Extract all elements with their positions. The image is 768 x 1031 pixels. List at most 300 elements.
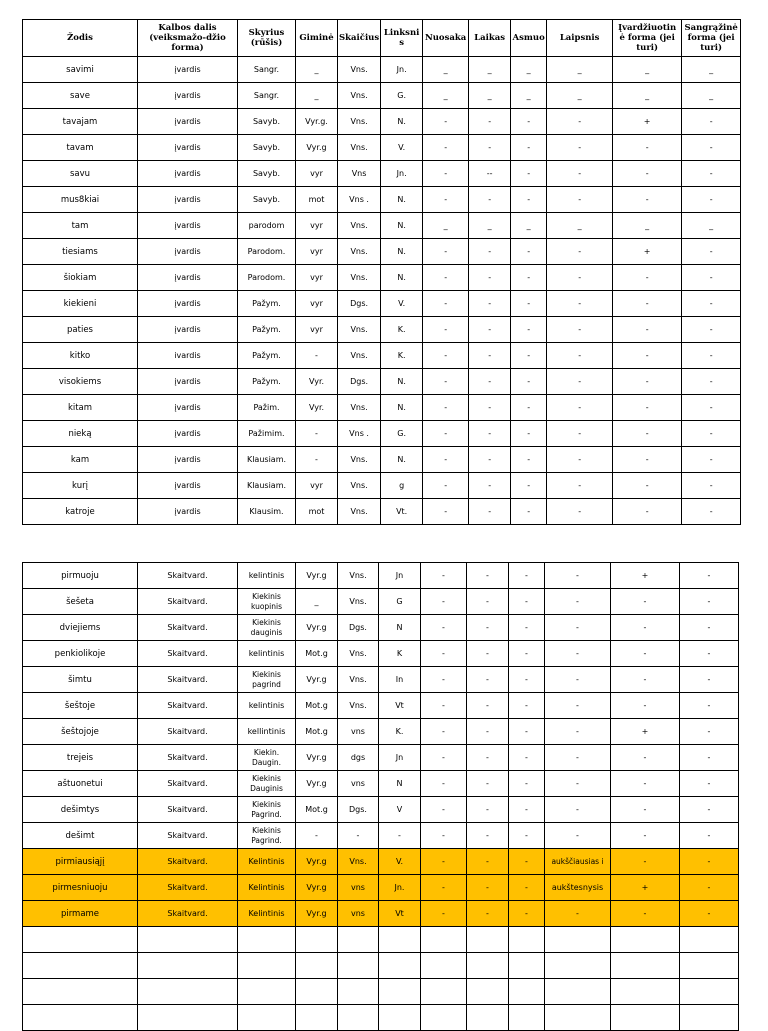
table-cell: vns	[338, 901, 379, 927]
table-cell: -	[509, 615, 545, 641]
empty-cell	[379, 927, 421, 953]
table-cell: +	[613, 109, 682, 135]
table-cell: _	[511, 213, 547, 239]
table-cell: -	[545, 667, 611, 693]
word-cell: tam	[23, 213, 138, 239]
empty-cell	[338, 927, 379, 953]
table-cell: -	[467, 849, 509, 875]
table-row	[23, 499, 741, 525]
table-cell: -	[469, 473, 511, 499]
table-cell: Vns.	[338, 317, 381, 343]
table-cell: -	[469, 265, 511, 291]
table-cell: Savyb.	[238, 109, 296, 135]
empty-cell	[467, 953, 509, 979]
table-cell: -	[423, 369, 469, 395]
table-cell: Vns.	[338, 849, 379, 875]
table-cell: Skaitvard.	[138, 563, 238, 589]
table-cell: -	[682, 109, 741, 135]
table-cell: _	[296, 589, 338, 615]
word-cell: tavam	[23, 135, 138, 161]
table-cell: -	[613, 395, 682, 421]
table-cell: Jn.	[381, 161, 423, 187]
table-cell: Vyr.g	[296, 849, 338, 875]
table-row	[23, 719, 739, 745]
table-cell: -	[547, 473, 613, 499]
table-cell: -	[545, 693, 611, 719]
table-cell: _	[613, 213, 682, 239]
empty-cell	[421, 953, 467, 979]
table-cell: N.	[381, 109, 423, 135]
table-cell: -	[545, 797, 611, 823]
word-cell: katroje	[23, 499, 138, 525]
table-cell: -	[680, 875, 739, 901]
table-cell: -	[469, 421, 511, 447]
table-cell: Pažym.	[238, 317, 296, 343]
table-cell: _	[613, 57, 682, 83]
empty-cell	[238, 979, 296, 1005]
table-cell: Dgs.	[338, 369, 381, 395]
table-cell: Pažym.	[238, 369, 296, 395]
word-cell: tavajam	[23, 109, 138, 135]
table-cell: _	[423, 83, 469, 109]
table-row	[23, 589, 739, 615]
table-cell: Mot.g	[296, 693, 338, 719]
table-cell: Vns.	[338, 57, 381, 83]
table-cell: -	[509, 823, 545, 849]
table-cell: Mot.g	[296, 797, 338, 823]
table-cell: -	[611, 823, 680, 849]
table-cell: -	[423, 109, 469, 135]
table-cell: +	[611, 563, 680, 589]
empty-cell	[379, 979, 421, 1005]
table-cell: -	[509, 589, 545, 615]
table-cell: vyr	[296, 213, 338, 239]
table-cell: -	[613, 161, 682, 187]
table-cell: -	[613, 369, 682, 395]
table-cell: Skaitvard.	[138, 849, 238, 875]
table-cell: -	[613, 499, 682, 525]
table-cell: Kiekinis kuopinis	[238, 589, 296, 615]
table-row	[23, 745, 739, 771]
table-cell: g	[381, 473, 423, 499]
table-cell: vyr	[296, 317, 338, 343]
word-cell: pirmesniuoju	[23, 875, 138, 901]
empty-row	[23, 927, 739, 953]
table-cell: -	[296, 823, 338, 849]
table-cell: Vyr.g	[296, 745, 338, 771]
empty-row	[23, 979, 739, 1005]
table-cell: -	[423, 135, 469, 161]
empty-cell	[138, 1005, 238, 1031]
empty-cell	[545, 927, 611, 953]
table-cell: kelintinis	[238, 641, 296, 667]
word-cell: penkiolikoje	[23, 641, 138, 667]
table-cell: -	[423, 395, 469, 421]
table-cell: Vns.	[338, 499, 381, 525]
table-cell: -	[421, 849, 467, 875]
table-cell: -	[611, 667, 680, 693]
table-row	[23, 667, 739, 693]
table-cell: Skaitvard.	[138, 641, 238, 667]
table-cell: -	[545, 589, 611, 615]
table-cell: -	[423, 343, 469, 369]
table-cell: Skaitvard.	[138, 615, 238, 641]
table-cell: vns	[338, 771, 379, 797]
table-cell: -	[469, 187, 511, 213]
table-cell: Vt	[379, 693, 421, 719]
table-cell: _	[682, 57, 741, 83]
table-cell: _	[469, 213, 511, 239]
table-cell: +	[613, 239, 682, 265]
table-cell: K.	[379, 719, 421, 745]
table-cell: Mot.g	[296, 641, 338, 667]
empty-cell	[509, 1005, 545, 1031]
table-cell: Skaitvard.	[138, 589, 238, 615]
table-cell: In	[379, 667, 421, 693]
table-cell: Kelintinis	[238, 849, 296, 875]
header-cell: Sangrąžinė forma (jei turi)	[682, 20, 741, 57]
table-cell: Vyr.g	[296, 901, 338, 927]
table-cell: Vyr.g	[296, 875, 338, 901]
table-cell: -	[682, 291, 741, 317]
table-cell: vyr	[296, 265, 338, 291]
table-cell: N.	[381, 265, 423, 291]
table-row	[23, 161, 741, 187]
table-cell: -	[421, 693, 467, 719]
table-cell: +	[611, 875, 680, 901]
table-cell: Pažimim.	[238, 421, 296, 447]
table-cell: -	[682, 369, 741, 395]
table-cell: -	[509, 849, 545, 875]
table-cell: -	[423, 161, 469, 187]
empty-cell	[545, 979, 611, 1005]
table-cell: aukštesnysis	[545, 875, 611, 901]
header-cell: Nuosaka	[423, 20, 469, 57]
table-cell: -	[547, 499, 613, 525]
table-cell: -	[613, 317, 682, 343]
table-cell: -	[379, 823, 421, 849]
empty-cell	[379, 953, 421, 979]
empty-cell	[421, 979, 467, 1005]
table-cell: G.	[381, 83, 423, 109]
word-cell: savimi	[23, 57, 138, 83]
empty-cell	[509, 953, 545, 979]
table-cell: -	[680, 849, 739, 875]
table-row	[23, 797, 739, 823]
table-cell: -	[545, 901, 611, 927]
table-cell: K	[379, 641, 421, 667]
table-cell: -	[611, 901, 680, 927]
table-cell: -	[511, 343, 547, 369]
table-cell: -	[545, 615, 611, 641]
table-cell: -	[467, 797, 509, 823]
table-cell: -	[680, 563, 739, 589]
table-row	[23, 369, 741, 395]
table-cell: Vyr.g	[296, 135, 338, 161]
table-row	[23, 317, 741, 343]
table-row	[23, 823, 739, 849]
word-cell: šeštoje	[23, 693, 138, 719]
table-cell: -	[423, 421, 469, 447]
table-cell: N.	[381, 213, 423, 239]
table-cell: Kiekinis Pagrind.	[238, 823, 296, 849]
word-cell: visokiems	[23, 369, 138, 395]
table-cell: _	[511, 57, 547, 83]
table-cell: -	[680, 823, 739, 849]
table-cell: -	[547, 291, 613, 317]
table-cell: Vns.	[338, 667, 379, 693]
table-cell: -	[421, 667, 467, 693]
empty-cell	[611, 953, 680, 979]
table-cell: -	[613, 421, 682, 447]
table-cell: _	[469, 83, 511, 109]
table-cell: -	[296, 447, 338, 473]
table-cell: -	[611, 797, 680, 823]
word-cell: dešimtys	[23, 797, 138, 823]
table-cell: -	[613, 473, 682, 499]
table-cell: įvardis	[138, 369, 238, 395]
empty-cell	[23, 927, 138, 953]
table-cell: -	[613, 343, 682, 369]
table-row	[23, 239, 741, 265]
table-cell: Klausiam.	[238, 473, 296, 499]
table-cell: įvardis	[138, 291, 238, 317]
table-cell: -	[421, 719, 467, 745]
table-row	[23, 83, 741, 109]
table-cell: V.	[379, 849, 421, 875]
table-cell: _	[682, 213, 741, 239]
table-cell: -	[423, 265, 469, 291]
table-cell: -	[511, 499, 547, 525]
table-cell: Vns.	[338, 109, 381, 135]
empty-cell	[680, 1005, 739, 1031]
table-cell: -	[469, 291, 511, 317]
table-cell: Skaitvard.	[138, 823, 238, 849]
empty-cell	[138, 927, 238, 953]
word-cell: kurį	[23, 473, 138, 499]
header-cell: Skaičius	[338, 20, 381, 57]
header-cell: Laikas	[469, 20, 511, 57]
table-cell: -	[509, 719, 545, 745]
table-cell: -	[680, 771, 739, 797]
table-cell: -	[511, 421, 547, 447]
table-cell: -	[469, 447, 511, 473]
word-cell: dešimt	[23, 823, 138, 849]
table-cell: K.	[381, 317, 423, 343]
table-cell: -	[680, 745, 739, 771]
table-cell: Kiekin. Daugin.	[238, 745, 296, 771]
table-cell: -	[511, 265, 547, 291]
table-cell: kelintinis	[238, 563, 296, 589]
table-cell: _	[547, 83, 613, 109]
table-row	[23, 693, 739, 719]
table-cell: Dgs.	[338, 797, 379, 823]
table-cell: įvardis	[138, 135, 238, 161]
word-cell: nieką	[23, 421, 138, 447]
table-cell: -	[682, 447, 741, 473]
empty-cell	[238, 1005, 296, 1031]
table-cell: įvardis	[138, 473, 238, 499]
table-cell: Vyr.g.	[296, 109, 338, 135]
table-cell: vyr	[296, 291, 338, 317]
table-cell: -	[682, 187, 741, 213]
header-cell: Asmuo	[511, 20, 547, 57]
table-cell: -	[421, 563, 467, 589]
table-cell: -	[421, 823, 467, 849]
header-cell: Laipsnis	[547, 20, 613, 57]
table-row	[23, 641, 739, 667]
table-cell: -	[469, 499, 511, 525]
table-cell: Vns.	[338, 563, 379, 589]
table-cell: Vns.	[338, 641, 379, 667]
table-cell: -	[509, 797, 545, 823]
table-cell: -	[467, 563, 509, 589]
table-cell: -	[547, 369, 613, 395]
table-cell: įvardis	[138, 239, 238, 265]
table-cell: -	[511, 317, 547, 343]
table-cell: -	[467, 875, 509, 901]
table-row	[23, 849, 739, 875]
word-cell: aštuonetui	[23, 771, 138, 797]
table-cell: -	[467, 719, 509, 745]
table-cell: -	[296, 343, 338, 369]
header-cell: Kalbos dalis (veiksmažo-džio forma)	[138, 20, 238, 57]
table-cell: N.	[381, 239, 423, 265]
table-cell: vyr	[296, 473, 338, 499]
table-row	[23, 447, 741, 473]
table-cell: -	[545, 563, 611, 589]
word-cell: trejeis	[23, 745, 138, 771]
table-cell: mot	[296, 187, 338, 213]
table-cell: G	[379, 589, 421, 615]
table-cell: Mot.g	[296, 719, 338, 745]
table-cell: N.	[381, 187, 423, 213]
table-cell: Vt.	[381, 499, 423, 525]
table-row	[23, 213, 741, 239]
table-cell: -	[680, 641, 739, 667]
table-cell: Skaitvard.	[138, 875, 238, 901]
table-cell: -	[469, 395, 511, 421]
empty-cell	[467, 927, 509, 953]
table-cell: -	[682, 265, 741, 291]
table-cell: -	[682, 161, 741, 187]
table-cell: -	[423, 499, 469, 525]
word-cell: save	[23, 83, 138, 109]
table-cell: -	[682, 239, 741, 265]
table-cell: Vyr.g	[296, 563, 338, 589]
word-analysis-table-pronouns	[22, 19, 741, 525]
word-cell: paties	[23, 317, 138, 343]
table-cell: -	[680, 615, 739, 641]
table-cell: Parodom.	[238, 239, 296, 265]
table-cell: -	[547, 447, 613, 473]
table-row	[23, 395, 741, 421]
table-cell: Vyr.g	[296, 771, 338, 797]
table-cell: -	[680, 693, 739, 719]
table-cell: _	[423, 57, 469, 83]
table-cell: Kelintinis	[238, 901, 296, 927]
empty-cell	[238, 927, 296, 953]
table-cell: -	[680, 667, 739, 693]
table-cell: -	[338, 823, 379, 849]
header-cell: Įvardžiuotin ė forma (jei turi)	[613, 20, 682, 57]
table-cell: -	[509, 693, 545, 719]
table-cell: K.	[381, 343, 423, 369]
word-cell: šeštojoje	[23, 719, 138, 745]
word-cell: pirmiausiąjį	[23, 849, 138, 875]
table-cell: -	[467, 901, 509, 927]
table-cell: Kiekinis dauginis	[238, 615, 296, 641]
table-cell: _	[547, 213, 613, 239]
table-cell: -	[545, 745, 611, 771]
table-cell: -	[613, 265, 682, 291]
table-cell: -	[611, 589, 680, 615]
table-cell: -	[469, 343, 511, 369]
empty-row	[23, 953, 739, 979]
word-cell: dviejiems	[23, 615, 138, 641]
table-cell: Jn	[379, 563, 421, 589]
table-cell: -	[467, 693, 509, 719]
table-cell: N.	[381, 447, 423, 473]
empty-cell	[421, 927, 467, 953]
table-cell: įvardis	[138, 265, 238, 291]
table-row	[23, 875, 739, 901]
table-cell: -	[682, 395, 741, 421]
table-cell: Skaitvard.	[138, 693, 238, 719]
table-cell: -	[511, 473, 547, 499]
table-cell: parodom	[238, 213, 296, 239]
table-cell: -	[682, 421, 741, 447]
table-cell: Vyr.	[296, 369, 338, 395]
table-cell: -	[611, 771, 680, 797]
table-cell: -	[467, 589, 509, 615]
empty-cell	[23, 979, 138, 1005]
table-cell: -	[423, 473, 469, 499]
table-cell: įvardis	[138, 187, 238, 213]
table-row	[23, 563, 739, 589]
empty-cell	[611, 1005, 680, 1031]
table-cell: -	[547, 239, 613, 265]
table-cell: -	[467, 771, 509, 797]
table-cell: įvardis	[138, 57, 238, 83]
table-cell: -	[509, 771, 545, 797]
table-cell: Vns	[338, 161, 381, 187]
table-cell: Vns .	[338, 187, 381, 213]
table-cell: įvardis	[138, 161, 238, 187]
table-cell: -	[509, 901, 545, 927]
empty-cell	[138, 979, 238, 1005]
table-cell: Skaitvard.	[138, 797, 238, 823]
table-cell: -	[421, 771, 467, 797]
table-cell: Dgs.	[338, 291, 381, 317]
table-cell: N	[379, 615, 421, 641]
word-cell: savu	[23, 161, 138, 187]
table-cell: -	[467, 823, 509, 849]
table-cell: Savyb.	[238, 187, 296, 213]
table-cell: -	[421, 745, 467, 771]
table-cell: vns	[338, 875, 379, 901]
table-cell: -	[467, 615, 509, 641]
table-cell: -	[613, 187, 682, 213]
table-cell: _	[469, 57, 511, 83]
table-cell: -	[511, 447, 547, 473]
table-cell: _	[296, 83, 338, 109]
word-cell: mus8kiai	[23, 187, 138, 213]
table-cell: -	[547, 109, 613, 135]
table-cell: -	[545, 719, 611, 745]
table-row	[23, 771, 739, 797]
table-cell: Jn.	[381, 57, 423, 83]
